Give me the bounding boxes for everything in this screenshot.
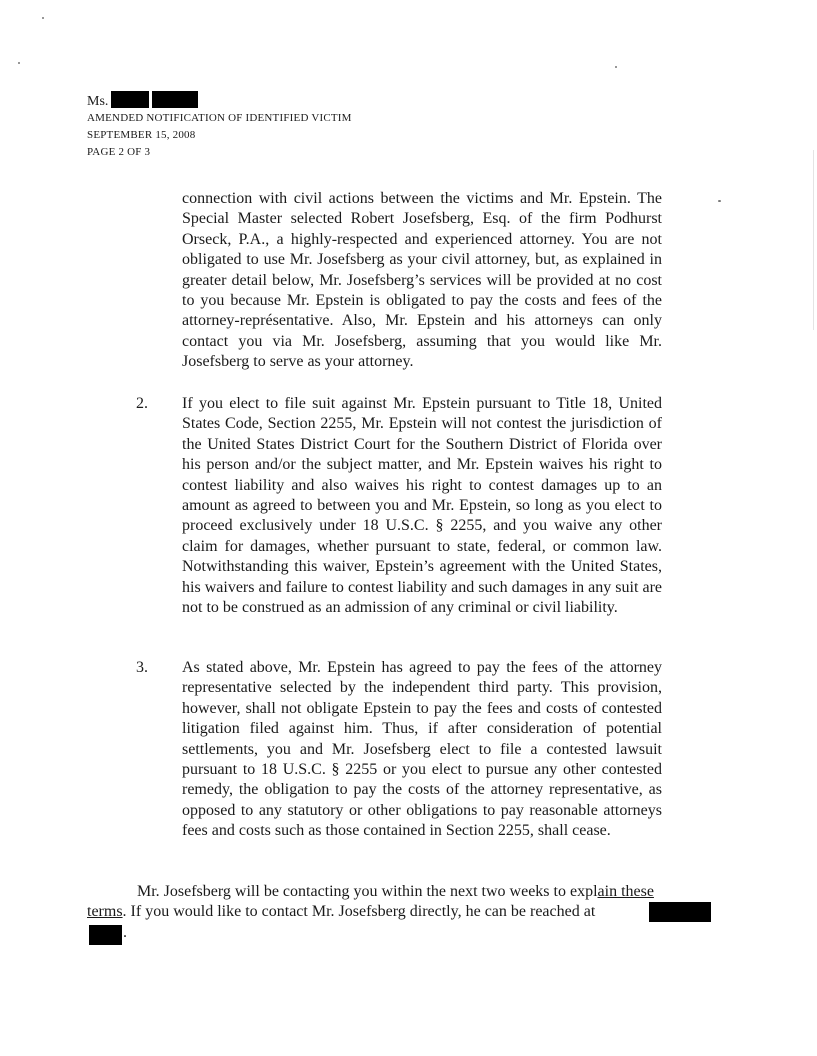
item-number: 2. [136,395,148,412]
redaction-box [649,902,711,922]
redaction-box [89,925,122,945]
continuation-paragraph: connection with civil actions between the victims and Mr. Epstein. The Special Master selected Robert Josefsberg, Esq. of the firm Podhurst Orseck, P.A., a highly-respected and experienced attorney. You are not obligated to use Mr. Josefsberg as your civil attorney, but, as explained in greater detail below, Mr. Josefsberg’s services will be provided at no cost to you because Mr. Epstein is obligated to pay the costs and fees of the attorney-représentative. Also, Mr. Epstein and his attorneys can only contact you via Mr. Josefsberg, assuming that you would like Mr. Josefsberg to serve as your attorney. [182,190,662,371]
scan-speck [18,62,20,64]
scan-edge-line [813,150,814,330]
closing-underlined-text: terms [87,903,123,921]
closing-line [87,923,711,945]
recipient-prefix: Ms. [87,94,109,109]
closing-paragraph [87,882,711,945]
closing-text: . If you would like to contact Mr. Josefsberg directly, he can be reached at [122,903,596,921]
scan-speck [718,200,721,202]
closing-underlined-text: ain these [597,883,654,900]
header-page: PAGE 2 OF 3 [87,146,151,158]
closing-line [87,882,711,902]
header-title: AMENDED NOTIFICATION OF IDENTIFIED VICTIM [87,112,352,124]
closing-period: . [123,923,127,941]
scan-speck [42,17,44,19]
redaction-box [152,91,198,108]
item-paragraph: If you elect to file suit against Mr. Epstein pursuant to Title 18, United States Code, Section 2255, Mr. Epstein will not contest the jurisdiction of the United States District Court for the Southern District of Florida over his person and/or the subject matter, and Mr. Epstein waives his right to contest liability and also waives his right to contest damages up to an amount as agreed to between you and Mr. Epstein, so long as you elect to proceed exclusively under 18 U.S.C. § 2255, and you waive any other claim for damages, whether pursuant to state, federal, or common law. Notwithstanding this waiver, Epstein’s agreement with the United States, his waivers and failure to contest liability and such damages in any suit are not to be construed as an admission of any criminal or civil liability. [182,395,662,617]
scan-speck [615,66,617,68]
closing-text: Mr. Josefsberg will be contacting you within the next two weeks to expl [137,883,598,900]
item-number: 3. [136,659,148,676]
letter-header [87,91,352,161]
recipient-line [87,91,352,110]
header-date: SEPTEMBER 15, 2008 [87,129,196,141]
closing-line [87,902,711,922]
redaction-box [111,91,149,108]
item-paragraph: As stated above, Mr. Epstein has agreed to pay the fees of the attorney representative selected by the independent third party. This provision, however, shall not obligate Epstein to pay the fees and costs of contested litigation filed against him. Thus, if after consideration of potential settlements, you and Mr. Josefsberg elect to file a contested lawsuit pursuant to 18 U.S.C. § 2255 or you elect to pursue any other contested remedy, the obligation to pay the costs of the attorney representative, as opposed to any statutory or other obligations to pay reasonable attorneys fees and costs such as those contained in Section 2255, shall cease. [182,659,662,840]
